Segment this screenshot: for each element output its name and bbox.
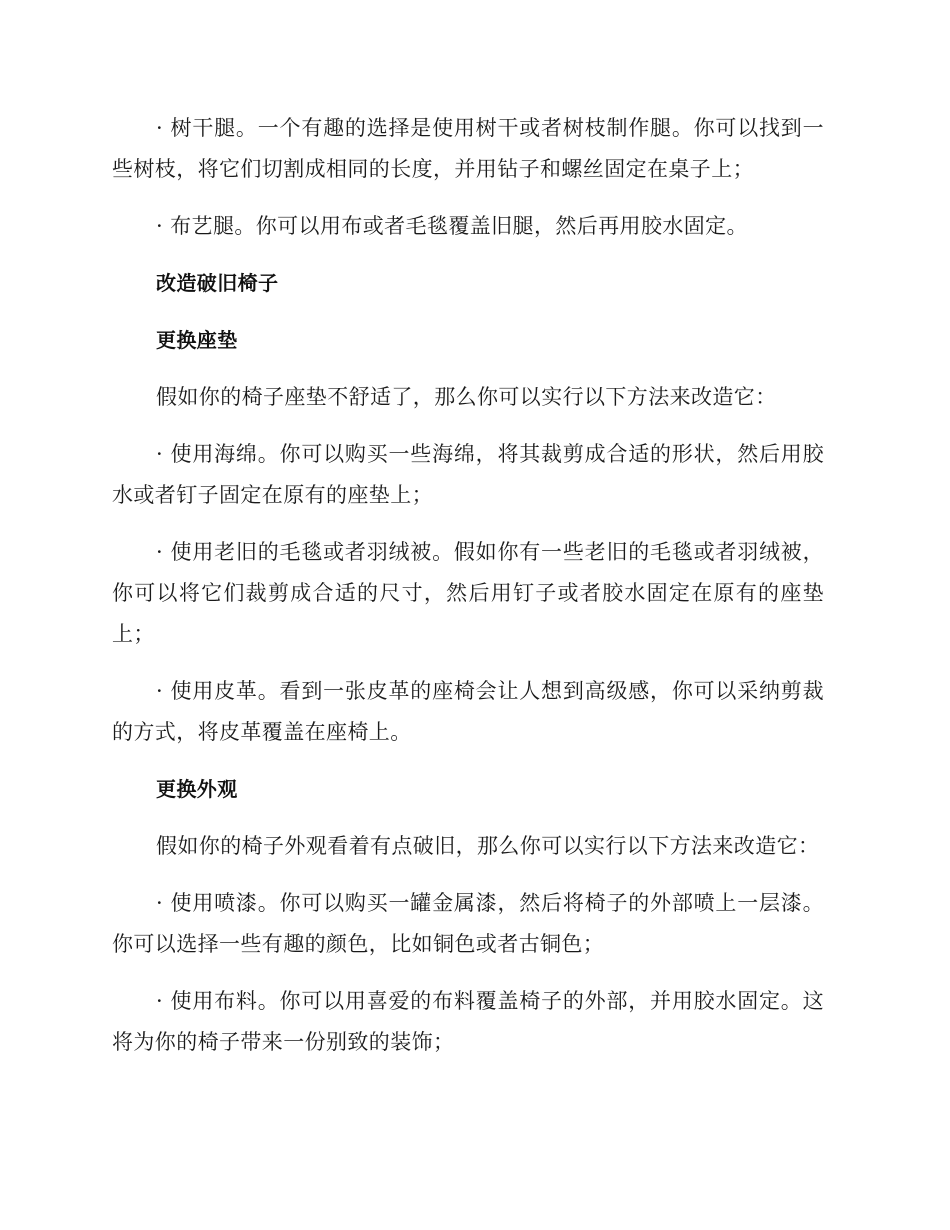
bullet-sponge: · 使用海绵。你可以购买一些海绵，将其裁剪成合适的形状，然后用胶水或者钉子固定在原有的座垫上； [112,442,824,507]
intro-cushion: 假如你的椅子座垫不舒适了，那么你可以实行以下方法来改造它： [156,385,777,409]
heading-replace-appearance: 更换外观 [156,777,238,801]
bullet-tree-trunk-legs: · 树干腿。一个有趣的选择是使用树干或者树枝制作腿。你可以找到一些树枝，将它们切割成相同的长度，并用钻子和螺丝固定在桌子上； [112,116,824,181]
bullet-spray-paint: · 使用喷漆。你可以购买一罐金属漆，然后将椅子的外部喷上一层漆。你可以选择一些有趣的颜色，比如铜色或者古铜色； [112,891,824,956]
bullet-fabric-cover: · 使用布料。你可以用喜爱的布料覆盖椅子的外部，并用胶水固定。这将为你的椅子带来一份别致的装饰； [112,989,824,1054]
heading-renovate-old-chair: 改造破旧椅子 [156,271,279,295]
bullet-leather: · 使用皮革。看到一张皮革的座椅会让人想到高级感，你可以采纳剪裁的方式，将皮革覆盖在座椅上。 [112,679,824,744]
bullet-old-blanket: · 使用老旧的毛毯或者羽绒被。假如你有一些老旧的毛毯或者羽绒被，你可以将它们裁剪成合适的尺寸，然后用钉子或者胶水固定在原有的座垫上； [112,540,824,646]
heading-replace-cushion: 更换座垫 [156,328,238,352]
document-body [112,108,824,1079]
intro-appearance: 假如你的椅子外观看着有点破旧，那么你可以实行以下方法来改造它： [156,834,820,858]
bullet-fabric-legs: · 布艺腿。你可以用布或者毛毯覆盖旧腿，然后再用胶水固定。 [156,214,748,238]
